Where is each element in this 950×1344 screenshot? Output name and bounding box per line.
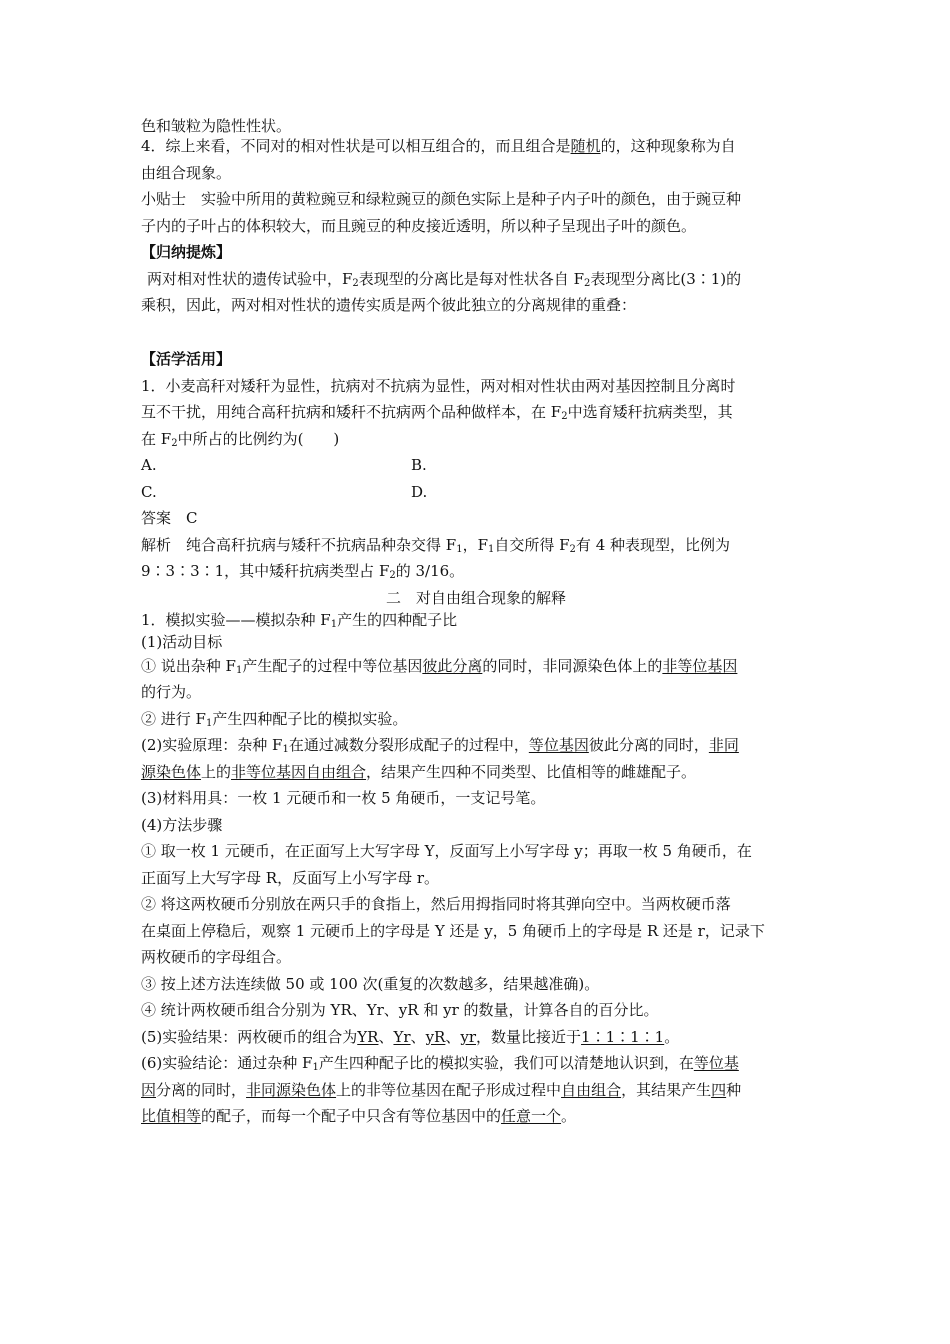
text: 的配子，而每一个配子中只含有等位基因中的 xyxy=(201,1107,502,1125)
text: 的，这种现象称为自 xyxy=(600,137,736,155)
underlined-answer: 等位基因 xyxy=(528,736,589,754)
text-line xyxy=(141,656,811,676)
text: 上的非等位基因在配子形成过程中 xyxy=(336,1080,562,1099)
underlined-answer: 任意一个 xyxy=(501,1107,562,1125)
text: 、 xyxy=(410,1027,426,1046)
text: 两对相对性状的遗传试验中，F xyxy=(147,269,353,288)
text-line: 正面写上大写字母 R，反面写上小写字母 r。 xyxy=(141,868,440,887)
text-line xyxy=(141,269,811,289)
question-line xyxy=(141,402,811,422)
text: (5)实验结果：两枚硬币的组合为 xyxy=(141,1027,358,1046)
text: 在通过减数分裂形成配子的过程中， xyxy=(288,736,529,754)
text-line xyxy=(141,163,811,183)
option-c: C. xyxy=(141,482,157,501)
text: ② 进行 F xyxy=(141,709,206,728)
underlined-answer: 非等位基因 xyxy=(662,656,738,675)
underlined-answer: 等位基 xyxy=(693,1054,739,1072)
subscript: 1 xyxy=(235,664,243,676)
answer-line xyxy=(141,508,811,528)
text: 的 3/16。 xyxy=(395,562,465,580)
text: ① 说出杂种 F xyxy=(141,656,236,675)
text-line: (1)活动目标 xyxy=(141,632,223,651)
text: ，F xyxy=(462,535,488,554)
section-heading: 【活学活用】 xyxy=(141,350,232,368)
tip-line xyxy=(141,189,811,209)
text: 中所占的比例约为( ) xyxy=(177,429,340,448)
text: 、 xyxy=(378,1027,394,1046)
text: 4．综上来看，不同对的相对性状是可以相互组合的，而且组合是 xyxy=(141,137,571,155)
text-line xyxy=(141,735,811,755)
underlined-answer: 彼此分离 xyxy=(422,656,483,675)
text: ，结果产生四种不同类型、比值相等的雌雄配子。 xyxy=(366,762,697,781)
text: 。 xyxy=(664,1027,680,1046)
subscript: 1 xyxy=(456,543,463,555)
text-line: 两枚硬币的字母组合。 xyxy=(141,948,292,966)
text: 产生配子的过程中等位基因 xyxy=(242,656,423,675)
options-row xyxy=(141,482,811,502)
options-row xyxy=(141,455,811,475)
spacer xyxy=(141,315,811,349)
text: 、 xyxy=(445,1027,461,1046)
underlined-answer: 因 xyxy=(141,1080,157,1099)
text-line: ① 取一枚 1 元硬币，在正面写上大写字母 Y，反面写上小写字母 y；再取一枚 5 角硬币，在 xyxy=(141,842,752,860)
underlined-answer: 比值相等 xyxy=(141,1107,202,1125)
underlined-answer: 非等位基因自由组合 xyxy=(231,762,367,781)
text: 产生的四种配子比 xyxy=(337,610,458,629)
text: 产生四种配子比的模拟实验。 xyxy=(212,709,408,728)
text: 的同时，非同源染色体上的 xyxy=(482,656,663,675)
subscript: 2 xyxy=(569,543,576,555)
text: 种 xyxy=(726,1080,742,1099)
text-line xyxy=(141,116,811,136)
text: 。 xyxy=(561,1107,577,1125)
text: 表现型的分离比是每对性状各自 F xyxy=(358,269,584,288)
text: 1．模拟实验——模拟杂种 F xyxy=(141,610,331,629)
text: 产生四种配子比的模拟实验，我们可以清楚地认识到，在 xyxy=(318,1054,694,1072)
text: (6)实验结论：通过杂种 F xyxy=(141,1054,313,1072)
text: 小贴士 实验中所用的黄粒豌豆和绿粒豌豆的颜色实际上是种子内子叶的颜色，由于豌豆种 xyxy=(141,190,742,208)
subscript: 1 xyxy=(487,543,495,555)
text: 乘积，因此，两对相对性状的遗传实质是两个彼此独立的分离规律的重叠： xyxy=(141,296,637,314)
text-line xyxy=(141,762,811,782)
text-line: ③ 按上述方法连续做 50 或 100 次(重复的次数越多，结果越准确)。 xyxy=(141,974,600,993)
subscript: 2 xyxy=(389,570,396,581)
text: 自交所得 F xyxy=(494,535,570,554)
text-line xyxy=(141,1053,811,1073)
text: 色和皱粒为隐性性状。 xyxy=(141,117,292,135)
text: 中选育矮秆抗病类型，其 xyxy=(567,403,733,421)
subscript: 1 xyxy=(205,717,213,729)
option-d: D. xyxy=(411,482,428,501)
text: (2)实验原理：杂种 F xyxy=(141,736,283,754)
underlined-answer: YR xyxy=(357,1027,379,1046)
text-line: (3)材料用具：一枚 1 元硬币和一枚 5 角硬币，一支记号笔。 xyxy=(141,789,546,807)
text-line xyxy=(141,709,811,729)
underlined-answer: 随机 xyxy=(570,137,601,155)
text-line: ④ 统计两枚硬币组合分别为 YR、Yr、yR 和 yr 的数量，计算各自的百分比。 xyxy=(141,1001,659,1019)
text: ，其结果产生 xyxy=(621,1080,712,1099)
text: 9∶3∶3∶1，其中矮秆抗病类型占 F xyxy=(141,562,390,580)
text: 1．小麦高秆对矮秆为显性，抗病对不抗病为显性，两对相对性状由两对基因控制且分离时 xyxy=(141,376,736,395)
underlined-answer: 非同源染色体 xyxy=(246,1080,337,1099)
underlined-answer: yR xyxy=(425,1027,446,1046)
subscript: 2 xyxy=(171,437,178,449)
text: 互不干扰，用纯合高秆抗病和矮秆不抗病两个品种做样本，在 F xyxy=(141,403,562,421)
section-heading: 【归纳提炼】 xyxy=(141,243,232,261)
text: 彼此分离的同时， xyxy=(588,736,709,754)
analysis-line xyxy=(141,561,811,581)
document-page xyxy=(141,116,811,1126)
text-line xyxy=(141,1027,811,1047)
text: 表现型分离比(3∶1)的 xyxy=(590,269,742,288)
subscript: 1 xyxy=(330,618,338,630)
text: 由组合现象。 xyxy=(141,163,232,182)
question-line xyxy=(141,376,811,396)
text: 有 4 种表现型，比例为 xyxy=(575,535,731,554)
text-line: (4)方法步骤 xyxy=(141,815,223,834)
subscript: 2 xyxy=(583,277,591,289)
subscript: 1 xyxy=(312,1062,319,1073)
option-a: A. xyxy=(141,456,157,474)
tip-line xyxy=(141,216,811,236)
text-line: 的行为。 xyxy=(141,683,202,701)
text-line xyxy=(141,1106,811,1126)
text-line xyxy=(141,1080,811,1100)
text: 解析 纯合高秆抗病与矮秆不抗病品种杂交得 F xyxy=(141,535,457,554)
text: 在 F xyxy=(141,429,172,448)
option-b: B. xyxy=(411,456,427,474)
text: ，数量比接近于 xyxy=(476,1027,582,1046)
subscript: 1 xyxy=(282,744,289,755)
subscript: 2 xyxy=(352,277,359,289)
text: 分离的同时， xyxy=(156,1080,247,1099)
text-line xyxy=(141,610,811,630)
subscript: 2 xyxy=(561,411,568,422)
section-title: 二 对自由组合现象的解释 xyxy=(385,588,566,607)
underlined-answer: yr xyxy=(460,1027,477,1046)
text-line xyxy=(141,295,811,315)
text: 答案 C xyxy=(141,509,198,527)
text: 子内的子叶占的体积较大，而且豌豆的种皮接近透明，所以种子呈现出子叶的颜色。 xyxy=(141,216,697,235)
text-line: 在桌面上停稳后，观察 1 元硬币上的字母是 Y 还是 y，5 角硬币上的字母是 R 还是 r，记录下 xyxy=(141,921,765,940)
text: 上的 xyxy=(201,762,232,781)
question-line xyxy=(141,429,811,449)
text-line: ② 将这两枚硬币分别放在两只手的食指上，然后用拇指同时将其弹向空中。当两枚硬币落 xyxy=(141,895,731,913)
underlined-answer: 非同 xyxy=(708,736,739,754)
underlined-answer: 自由组合 xyxy=(561,1080,622,1099)
underlined-answer: Yr xyxy=(393,1027,411,1046)
text-line xyxy=(141,136,811,156)
underlined-answer: 1∶1∶1∶1 xyxy=(581,1027,665,1046)
analysis-line xyxy=(141,535,811,555)
underlined-answer: 源染色体 xyxy=(141,762,202,781)
underlined-answer: 四 xyxy=(711,1080,727,1099)
